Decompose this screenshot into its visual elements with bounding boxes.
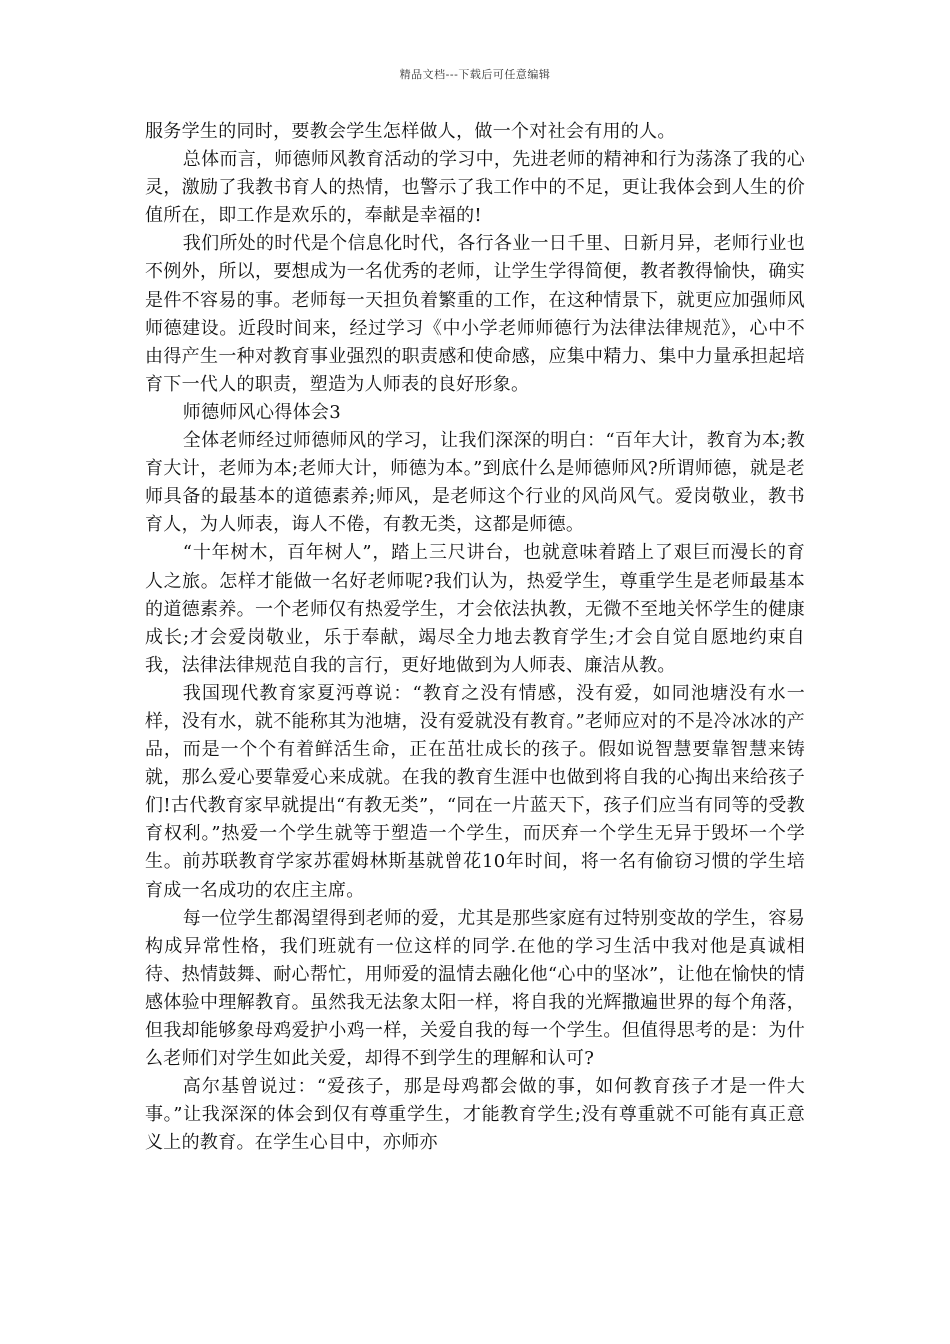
paragraph: 我们所处的时代是个信息化时代，各行各业一日千里、日新月异，老师行业也不例外，所以，要想成为一名优秀的老师，让学生学得简便，教者教得愉快，确实是件不容易的事。老师每一天担负着繁重的工作，在这种情景下，就更应加强师风师德建设。近段时间来，经过学习《中小学老师师德行为法律法律规范》，心中不由得产生一种对教育事业强烈的职责感和使命感，应集中精力、集中力量承担起培育下一代人的职责，塑造为人师表的良好形象。 [145, 233, 805, 395]
section-heading: 师德师风心得体会3 [182, 401, 341, 423]
paragraph: 全体老师经过师德师风的学习，让我们深深的明白：“百年大计，教育为本;教育大计，老师为本;老师大计，师德为本。”到底什么是师德师风?所谓师德，就是老师具备的最基本的道德素养;师风，是老师这个行业的风尚风气。爱岗敬业，教书育人，为人师表，诲人不倦，有教无类，这都是师德。 [145, 430, 805, 536]
paragraph: 总体而言，师德师风教育活动的学习中，先进老师的精神和行为荡涤了我的心灵，激励了我教书育人的热情，也警示了我工作中的不足，更让我体会到人生的价值所在，即工作是欢乐的，奉献是幸福的! [145, 149, 805, 227]
paragraph: 高尔基曾说过：“爱孩子，那是母鸡都会做的事，如何教育孩子才是一件大事。”让我深深的体会到仅有尊重学生，才能教育学生;没有尊重就不可能有真正意义上的教育。在学生心目中，亦师亦 [145, 1076, 805, 1154]
paragraph: 每一位学生都渴望得到老师的爱，尤其是那些家庭有过特别变故的学生，容易构成异常性格，我们班就有一位这样的同学.在他的学习生活中我对他是真诚相待、热情鼓舞、耐心帮忙，用师爱的温情去融化他“心中的坚冰”，让他在愉快的情感体验中理解教育。虽然我无法象太阳一样，将自我的光辉撒遍世界的每个角落，但我却能够象母鸡爱护小鸡一样，关爱自我的每一个学生。但值得思考的是：为什么老师们对学生如此关爱，却得不到学生的理解和认可? [145, 907, 805, 1070]
document-body [145, 118, 805, 1157]
page-header: 精品文档---下载后可任意编辑 [399, 68, 551, 81]
paragraph: “十年树木，百年树人”，踏上三尺讲台，也就意味着踏上了艰巨而漫长的育人之旅。怎样才能做一名好老师呢?我们认为，热爱学生，尊重学生是老师最基本的道德素养。一个老师仅有热爱学生，才会依法执教，无微不至地关怀学生的健康成长;才会爱岗敬业，乐于奉献，竭尽全力地去教育学生;才会自觉自愿地约束自我，法律法律规范自我的言行，更好地做到为人师表、廉洁从教。 [145, 542, 805, 676]
paragraph: 服务学生的同时，要教会学生怎样做人，做一个对社会有用的人。 [145, 121, 676, 142]
paragraph: 我国现代教育家夏沔尊说：“教育之没有情感，没有爱，如同池塘没有水一样，没有水，就不能称其为池塘，没有爱就没有教育。”老师应对的不是冷冰冰的产品，而是一个个有着鲜活生命，正在茁壮成长的孩子。假如说智慧要靠智慧来铸就，那么爱心要靠爱心来成就。在我的教育生涯中也做到将自我的心掏出来给孩子们!古代教育家早就提出“有教无类”，“同在一片蓝天下，孩子们应当有同等的受教育权利。”热爱一个学生就等于塑造一个学生，而厌弃一个学生无异于毁坏一个学生。前苏联教育学家苏霍姆林斯基就曾花10年时间，将一名有偷窃习惯的学生培育成一名成功的农庄主席。 [145, 682, 805, 901]
